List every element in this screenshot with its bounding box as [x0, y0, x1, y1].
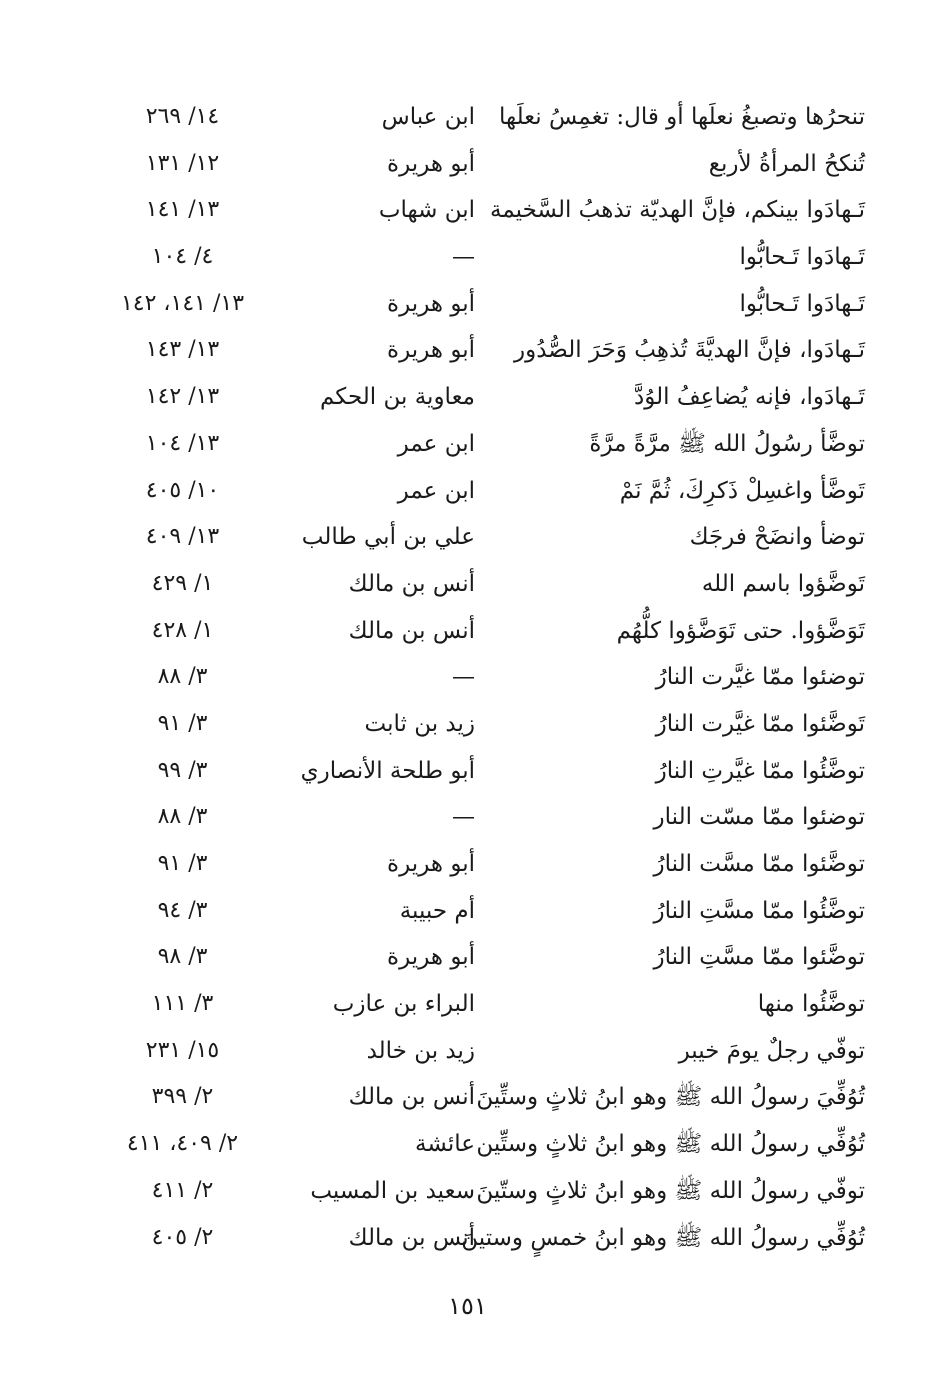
index-row	[95, 421, 865, 468]
narrator-name: معاوية بن الحكم	[319, 384, 475, 411]
index-row	[95, 327, 865, 374]
narrator-name: —	[452, 664, 475, 691]
page-number: ١٥١	[448, 1292, 487, 1320]
hadith-text: توضَّئُوا ممّا مسَّتِ النارُ	[653, 897, 865, 924]
narrator-name: ابن عمر	[397, 477, 475, 504]
narrator-name: ابن عمر	[397, 430, 475, 457]
index-row	[95, 561, 865, 608]
volume-page-reference: ٤/ ١٠٤	[151, 244, 214, 270]
hadith-text: تَوَضَّؤوا. حتى تَوَضَّؤوا كلُّهُم	[616, 617, 865, 644]
hadith-text: تَـهادَوا، فإنَّ الهديَّةَ تُذهِبُ وَحَرَ الصُّدُور	[514, 337, 865, 364]
volume-page-reference: ١٣/ ١٤٢	[145, 384, 220, 410]
index-row	[95, 748, 865, 795]
hadith-text: توفّي رجلٌ يومَ خيبر	[678, 1037, 865, 1064]
hadith-text: توضئوا ممّا غيَّرت النارُ	[655, 664, 865, 691]
hadith-text: تَـهادَوا تَـحابُّوا	[739, 290, 865, 317]
hadith-text: تُوُفِّي رسولُ الله ﷺ وهو ابنُ خمسٍ وستينَ	[461, 1224, 865, 1251]
hadith-text: تنحرُها وتصبغُ نعلَها أو قال: تغمِسُ نعلَها	[498, 104, 865, 130]
index-row	[95, 1168, 865, 1215]
hadith-text: تُوُفِّي رسولُ الله ﷺ وهو ابنُ ثلاثٍ وستِّين	[476, 1131, 865, 1158]
index-row	[95, 981, 865, 1028]
volume-page-reference: ١٤/ ٢٦٩	[145, 104, 220, 129]
index-row	[95, 281, 865, 328]
narrator-name: أبو هريرة	[387, 944, 475, 971]
index-row	[95, 187, 865, 234]
index-row	[95, 1028, 865, 1075]
hadith-text: توضئوا ممّا مسّت النار	[653, 804, 865, 831]
narrator-name: —	[452, 804, 475, 831]
narrator-name: أنس بن مالك	[348, 1084, 475, 1111]
index-row	[95, 1215, 865, 1262]
volume-page-reference: ١/ ٤٢٨	[151, 617, 214, 643]
volume-page-reference: ٢/ ٤٠٩، ٤١١	[126, 1131, 239, 1157]
volume-page-reference: ٣/ ٩٨	[157, 944, 208, 970]
hadith-text: توضَّئُوا ممّا غيَّرتِ النارُ	[655, 757, 865, 784]
index-row	[95, 934, 865, 981]
volume-page-reference: ١/ ٤٢٩	[151, 570, 214, 596]
volume-page-reference: ٣/ ٩٤	[157, 897, 208, 923]
hadith-text: تَـهادَوا، فإنه يُضاعِفُ الوُدَّ	[634, 384, 865, 411]
volume-page-reference: ١٣/ ١٤٣	[145, 337, 220, 363]
hadith-text: تَـهادَوا تَـحابُّوا	[739, 244, 865, 271]
volume-page-reference: ٢/ ٤١١	[151, 1177, 214, 1203]
index-row	[95, 1121, 865, 1168]
hadith-index-table	[95, 94, 865, 1261]
index-row	[95, 234, 865, 281]
narrator-name: أبو هريرة	[387, 150, 475, 177]
volume-page-reference: ٣/ ١١١	[151, 991, 214, 1017]
volume-page-reference: ١٥/ ٢٣١	[145, 1037, 220, 1063]
volume-page-reference: ١٢/ ١٣١	[145, 150, 220, 176]
narrator-name: أنس بن مالك	[348, 1224, 475, 1251]
index-row	[95, 888, 865, 935]
narrator-name: أنس بن مالك	[348, 570, 475, 597]
volume-page-reference: ٢/ ٤٠٥	[151, 1224, 214, 1250]
volume-page-reference: ١٣/ ١٠٤	[145, 430, 220, 456]
hadith-text: توفّي رسولُ الله ﷺ وهو ابنُ ثلاثٍ وستّينَ	[476, 1177, 865, 1204]
narrator-name: أم حبيبة	[399, 897, 475, 924]
volume-page-reference: ١٠/ ٤٠٥	[145, 477, 220, 503]
volume-page-reference: ٣/ ٨٨	[157, 804, 208, 830]
hadith-text: توضَّئُوا منها	[757, 991, 865, 1018]
hadith-text: توضَّئوا ممّا مسَّتِ النارُ	[653, 944, 865, 971]
index-row	[95, 701, 865, 748]
volume-page-reference: ١٣/ ١٤١	[145, 197, 220, 223]
narrator-name: زيد بن ثابت	[364, 710, 475, 737]
narrator-name: أنس بن مالك	[348, 617, 475, 644]
narrator-name: ابن شهاب	[378, 197, 475, 224]
index-row	[95, 794, 865, 841]
hadith-text: تَوضَّأ واغسِلْ ذَكرِكَ، ثُمَّ نَمْ	[619, 477, 865, 504]
hadith-text: توضأ وانضَحْ فرجَك	[689, 524, 865, 551]
index-row	[95, 841, 865, 888]
hadith-text: تَوضَّؤوا باسم الله	[701, 570, 865, 597]
narrator-name: ابن عباس	[381, 104, 475, 130]
hadith-text: تَـهادَوا بينكم، فإنَّ الهديّة تذهبُ السَّخيمة	[490, 197, 865, 224]
index-row	[95, 94, 865, 141]
volume-page-reference: ٣/ ٨٨	[157, 664, 208, 690]
hadith-text: تُوُفِّيَ رسولُ الله ﷺ وهو ابنُ ثلاثٍ وستِّينَ	[476, 1084, 865, 1111]
narrator-name: أبو هريرة	[387, 290, 475, 317]
index-row	[95, 141, 865, 188]
hadith-text: توضَّئوا ممّا مسَّت النارُ	[653, 851, 865, 877]
narrator-name: زيد بن خالد	[366, 1037, 475, 1064]
volume-page-reference: ٢/ ٣٩٩	[151, 1084, 214, 1110]
narrator-name: البراء بن عازب	[332, 991, 475, 1018]
narrator-name: علي بن أبي طالب	[301, 524, 475, 551]
hadith-text: تَوضَّئوا ممّا غيَّرت النارُ	[655, 710, 865, 737]
index-row	[95, 608, 865, 655]
index-row	[95, 654, 865, 701]
hadith-text: توضَّأ رسُولُ الله ﷺ مرَّةً مرَّةً	[589, 430, 865, 457]
index-row	[95, 1074, 865, 1121]
volume-page-reference: ٣/ ٩١	[157, 710, 208, 736]
index-row	[95, 468, 865, 515]
index-row	[95, 514, 865, 561]
volume-page-reference: ٣/ ٩٩	[157, 757, 208, 783]
volume-page-reference: ٣/ ٩١	[157, 851, 208, 876]
narrator-name: أبو هريرة	[387, 851, 475, 877]
narrator-name: أبو طلحة الأنصاري	[300, 757, 475, 784]
narrator-name: —	[452, 244, 475, 271]
volume-page-reference: ١٣/ ١٤١، ١٤٢	[120, 290, 245, 316]
narrator-name: سعيد بن المسيب	[310, 1177, 475, 1204]
hadith-text: تُنكحُ المرأةُ لأربع	[708, 150, 865, 177]
narrator-name: عائشة	[415, 1131, 475, 1158]
narrator-name: أبو هريرة	[387, 337, 475, 364]
volume-page-reference: ١٣/ ٤٠٩	[145, 524, 220, 550]
index-row	[95, 374, 865, 421]
